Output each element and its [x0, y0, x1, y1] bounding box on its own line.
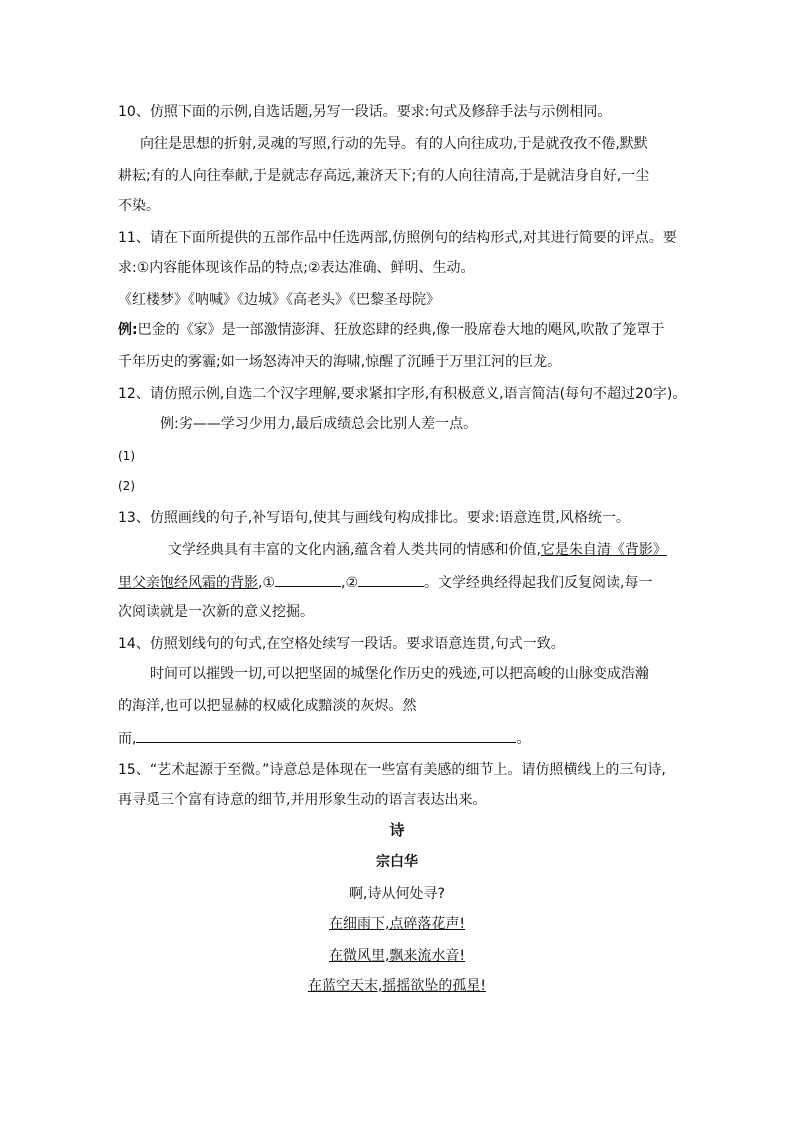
q12-example: 例:劣——学习少用力,最后成绩总会比别人差一点。 — [160, 416, 478, 432]
q15-title-line1: 15、“艺术起源于至微。”诗意总是体现在一些富有美感的细节上。请仿照横线上的三句诗, — [118, 762, 666, 778]
q14-answer-blank[interactable] — [136, 728, 516, 743]
poem-line3 — [0, 946, 794, 966]
q14-title: 14、仿照划线句的句式,在空格处续写一段话。要求语意连贯,句式一致。 — [118, 636, 565, 652]
q11-title-line1: 11、请在下面所提供的五部作品中任选两部,仿照例句的结构形式,对其进行简要的评点。要 — [118, 230, 677, 246]
q13-para-line2 — [118, 572, 652, 593]
q13-para-line1 — [168, 540, 667, 560]
q10-para-line1: 向往是思想的折射,灵魂的写照,行动的先导。有的人向往成功,于是就孜孜不倦,默默 — [140, 136, 648, 152]
poem-title: 诗 — [389, 821, 405, 839]
q12-item1: (1) — [118, 449, 135, 463]
q14-start: 而, — [118, 731, 137, 747]
poem-line2-text: 在细雨下,点碎落花声! — [328, 916, 466, 932]
poem-line2 — [0, 914, 794, 934]
q12-title: 12、请仿照示例,自选二个汉字理解,要求紧扣字形,有积极意义,语言简洁(每句不超过20字)。 — [118, 386, 687, 402]
q13-blank1[interactable] — [275, 572, 341, 587]
q11-example-label: 例: — [118, 322, 138, 338]
q14-para-line1: 时间可以摧毁一切,可以把坚固的城堡化作历史的残迹,可以把高峻的山脉变成浩瀚 — [150, 666, 649, 682]
q11-title-line2: 求:①内容能体现该作品的特点;②表达准确、鲜明、生动。 — [118, 260, 475, 276]
poem-author: 宗白华 — [376, 854, 418, 870]
q14-end: 。 — [516, 731, 531, 747]
q12-item2: (2) — [118, 479, 135, 493]
q13-mark1: ,① — [258, 575, 276, 591]
q13-para-tail: 。文学经典经得起我们反复阅读,每一 — [424, 575, 653, 591]
q13-blank2[interactable] — [358, 572, 424, 587]
q10-title: 10、仿照下面的示例,自选话题,另写一段话。要求:句式及修辞手法与示例相同。 — [118, 104, 612, 120]
poem-line1: 啊,诗从何处寻? — [349, 886, 445, 902]
q11-example-line1 — [118, 320, 665, 340]
q13-mark2: ,② — [341, 575, 359, 591]
q11-example-line2: 千年历史的雾霾;如一场怒涛冲天的海啸,惊醒了沉睡于万里江河的巨龙。 — [118, 354, 562, 370]
q13-underlined-text1: 它是朱自清《背影》 — [540, 542, 667, 558]
poem-line3-text: 在微风里,飘来流水音! — [328, 948, 466, 964]
q11-works-list: 《红楼梦》《呐喊》《边城》《高老头》《巴黎圣母院》 — [118, 292, 440, 308]
q11-example-text1: 巴金的《家》是一部激情澎湃、狂放恣肆的经典,像一股席卷大地的飓风,吹散了笼罩于 — [137, 322, 665, 338]
q13-para-line3: 次阅读就是一次新的意义挖掘。 — [118, 604, 314, 620]
q10-para-line2: 耕耘;有的人向往奉献,于是就志存高远,兼济天下;有的人向往清高,于是就洁身自好,一尘 — [118, 168, 650, 184]
poem-line4-text: 在蓝空天末,摇摇欲坠的孤星! — [307, 978, 487, 994]
q13-underlined-text2: 里父亲饱经风霜的背影 — [118, 575, 258, 591]
q14-para-line3 — [118, 728, 530, 749]
q14-para-line2: 的海洋,也可以把显赫的权威化成黯淡的灰烬。然 — [118, 698, 417, 714]
q15-title-line2: 再寻觅三个富有诗意的细节,并用形象生动的语言表达出来。 — [118, 792, 487, 808]
q13-title: 13、仿照画线的句子,补写语句,使其与画线句构成排比。要求:语意连贯,风格统一。 — [118, 510, 630, 526]
q13-plain-text: 文学经典具有丰富的文化内涵,蕴含着人类共同的情感和价值, — [168, 542, 541, 558]
poem-line4 — [0, 976, 794, 996]
q10-para-line3: 不染。 — [118, 198, 160, 214]
